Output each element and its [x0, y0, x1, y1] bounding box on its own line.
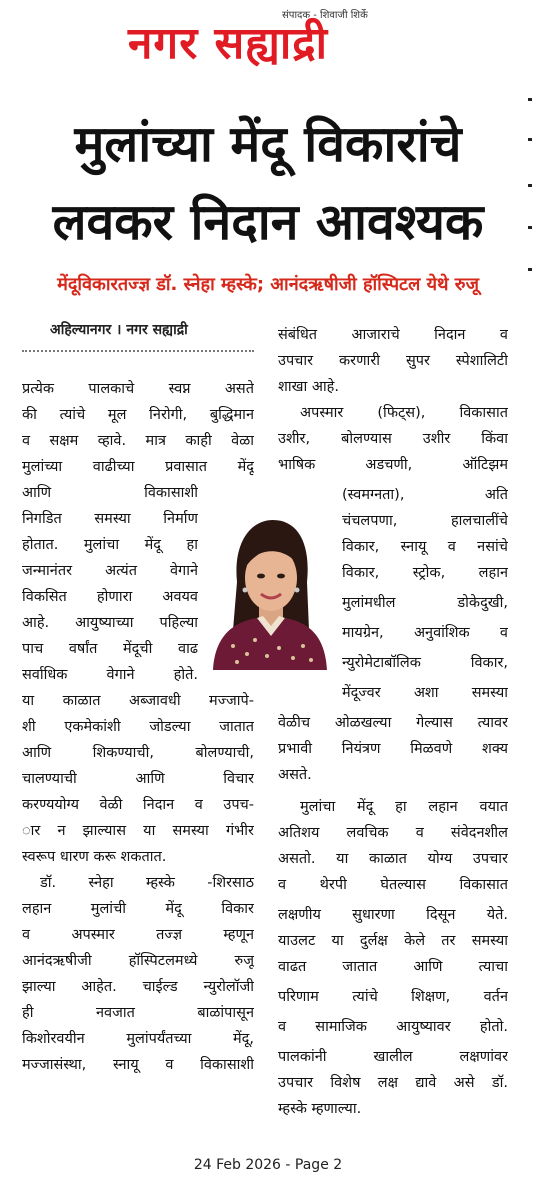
article-text-line: ही नवजात बाळांपासून	[22, 1005, 254, 1021]
article-text-line: झाल्या आहेत. चाईल्ड न्युरोलॉजी	[22, 979, 254, 995]
article-text-line: म्हस्के म्हणाल्या.	[278, 1101, 362, 1117]
article-text-line: असते.	[278, 767, 312, 783]
edge-mark	[528, 98, 532, 101]
portrait-image	[207, 512, 331, 670]
article-text-line: व सक्षम व्हावे. मात्र काही वेळा	[22, 433, 254, 449]
article-text-line: करण्ययोग्य वेळी निदान व उपच-	[22, 797, 254, 813]
article-text-line: स्वरूप धारण करू शकतात.	[22, 849, 167, 865]
dateline-divider	[22, 350, 254, 352]
article-text-line: डॉ. स्नेहा म्हस्के -शिरसाठ	[40, 875, 254, 891]
article-text-line: प्रभावी नियंत्रण मिळवणे शक्य	[278, 741, 508, 757]
article-text-line: विकसित होणारा अवयव	[22, 589, 198, 605]
edge-mark	[528, 268, 532, 271]
article-text-line: पाच वर्षांत मेंदूची वाढ	[22, 641, 198, 657]
article-text-line: अपस्मार (फिट्स), विकासात	[300, 405, 508, 421]
article-text-line: निगडित समस्या निर्माण	[22, 511, 198, 527]
article-text-line: चंचलपणा, हालचालींचे	[342, 513, 508, 529]
article-text-line: या काळात अब्जावधी मज्जापे-	[22, 693, 254, 709]
article-text-line: मुलांचा मेंदू हा लहान वयात	[300, 799, 508, 815]
article-text-line: आहे. आयुष्याच्या पहिल्या	[22, 615, 198, 631]
article-text-line: ार न झाल्यास या समस्या गंभीर	[22, 823, 254, 839]
article-text-line: उपचार विशेष लक्ष द्यावे असे डॉ.	[278, 1075, 508, 1091]
headline-line-1: मुलांच्या मेंदू विकारांचे	[74, 115, 462, 173]
article-text-line: लक्षणीय सुधारणा दिसून येते.	[278, 907, 508, 923]
headline-line-2: लवकर निदान आवश्यक	[52, 193, 484, 251]
newspaper-logo: नगर सह्याद्री	[128, 18, 329, 69]
article-text-line: पालकांनी खालील लक्षणांवर	[278, 1049, 508, 1065]
edge-mark	[528, 184, 532, 187]
article-text-line: मुलांच्या वाढीच्या प्रवासात मेंदू	[22, 459, 254, 475]
article-text-line: याउलट या दुर्लक्ष केले तर समस्या	[278, 933, 508, 949]
article-text-line: (स्वमग्नता), अति	[342, 487, 508, 503]
article-text-line: व सामाजिक आयुष्यावर होतो.	[278, 1019, 508, 1035]
article-text-line: परिणाम त्यांचे शिक्षण, वर्तन	[278, 989, 508, 1005]
masthead-editor: संपादक - शिवाजी शिर्के	[282, 10, 368, 21]
article-text-line: विकार, स्नायू व नसांचे	[342, 539, 508, 555]
article-text-line: आणि शिकण्याची, बोलण्याची,	[22, 745, 254, 761]
article-text-line: प्रत्येक पालकाचे स्वप्न असते	[22, 381, 254, 397]
article-text-line: जन्मानंतर अत्यंत वेगाने	[22, 563, 198, 579]
article-text-line: आणि विकासाशी	[22, 485, 198, 501]
article-text-line: मज्जासंस्था, स्नायू व विकासाशी	[22, 1057, 254, 1073]
dateline: अहिल्यानगर । नगर सह्याद्री	[50, 322, 188, 338]
article-text-line: व थेरपी घेतल्यास विकासात	[278, 877, 508, 893]
article-text-line: लहान मुलांची मेंदू विकार	[22, 901, 254, 917]
article-text-line: भाषिक अडचणी, ऑटिझम	[278, 457, 508, 473]
article-text-line: की त्यांचे मूल निरोगी, बुद्धिमान	[22, 407, 254, 423]
article-text-line: उपचार करणारी सुपर स्पेशालिटी	[278, 353, 508, 369]
page-footer: 24 Feb 2026 - Page 2	[193, 1157, 343, 1173]
article-text-line: वाढत जातात आणि त्याचा	[278, 959, 508, 975]
article-text-line: संबंधित आजाराचे निदान व	[278, 327, 508, 343]
subheadline: मेंदूविकारतज्ज्ञ डॉ. स्नेहा म्हस्के; आनंदऋषीजी हॉस्पिटल येथे रुजू	[57, 274, 479, 295]
article-text-line: चालण्याची आणि विचार	[22, 771, 254, 787]
article-text-line: वेळीच ओळखल्या गेल्यास त्यावर	[278, 715, 508, 731]
article-text-line: मेंदूज्वर अशा समस्या	[342, 685, 508, 701]
doctor-photo	[207, 512, 331, 670]
article-text-line: सर्वाधिक वेगाने होते.	[22, 667, 198, 683]
article-text-line: किशोरवयीन मुलांपर्यंतच्या मेंदू,	[22, 1031, 254, 1047]
article-text-line: शाखा आहे.	[278, 379, 339, 395]
article-text-line: असतो. या काळात योग्य उपचार	[278, 851, 508, 867]
article-text-line: न्युरोमेटाबॉलिक विकार,	[342, 655, 508, 671]
article-text-line: अतिशय लवचिक व संवेदनशील	[278, 825, 508, 841]
article-text-line: शी एकमेकांशी जोडल्या जातात	[22, 719, 254, 735]
article-text-line: मुलांमधील डोकेदुखी,	[342, 595, 508, 611]
article-text-line: होतात. मुलांचा मेंदू हा	[22, 537, 198, 553]
article-text-line: आनंदऋषीजी हॉस्पिटलमध्ये रुजू	[22, 953, 254, 969]
article-text-line: उशीर, बोलण्यास उशीर किंवा	[278, 431, 508, 447]
article-text-line: मायग्रेन, अनुवांशिक व	[342, 625, 508, 641]
article-text-line: विकार, स्ट्रोक, लहान	[342, 565, 508, 581]
article-text-line: व अपस्मार तज्ज्ञ म्हणून	[22, 927, 254, 943]
